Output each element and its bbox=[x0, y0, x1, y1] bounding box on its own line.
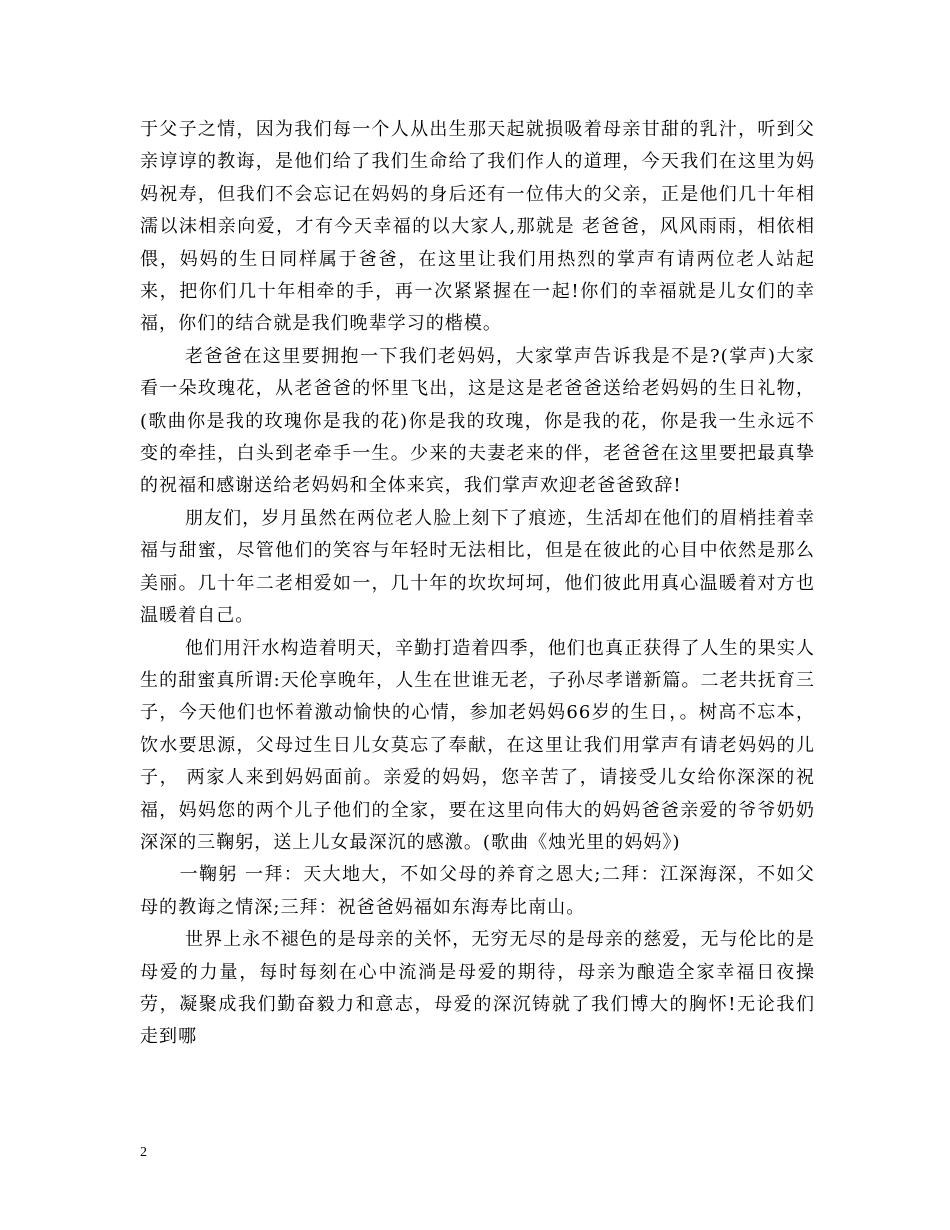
paragraph-father-tribute: 于父子之情，因为我们每一个人从出生那天起就损吸着母亲甘甜的乳汁，听到父亲谆谆的教诲，是他们给了我们生命给了我们作人的道理，今天我们在这里为妈妈祝寿，但我们不会忘记在妈妈的身后还有一位伟大的父亲，正是他们几十年相濡以沫相亲向爱，才有今天幸福的以大家人,那就是 老爸爸，风风雨雨，相依相偎，妈妈的生日同样属于爸爸，在这里让我们用热烈的掌声有请两位老人站起来，把你们几十年相牵的手，再一次紧紧握在一起!你们的幸福就是儿女们的幸福，你们的结合就是我们晚辈学习的楷模。 bbox=[140, 119, 815, 335]
page-number: 2 bbox=[140, 1145, 147, 1160]
document-body bbox=[140, 114, 815, 1054]
paragraph-friends-years: 朋友们，岁月虽然在两位老人脸上刻下了痕迹，生活却在他们的眉梢挂着幸福与甜蜜，尽管他们的笑容与年轻时无法相比，但是在彼此的心目中依然是那么美丽。几十年二老相爱如一，几十年的坎坎坷坷，他们彼此用真心温暖着对方也温暖着自己。 bbox=[140, 507, 815, 627]
paragraph-rose-gift: 老爸爸在这里要拥抱一下我们老妈妈，大家掌声告诉我是不是?(掌声)大家看一朵玫瑰花，从老爸爸的怀里飞出，这是这是老爸爸送给老妈妈的生日礼物，(歌曲你是我的玫瑰你是我的花)你是我的玫瑰，你是我的花，你是我一生永远不变的牵挂，白头到老牵手一生。少来的夫妻老来的伴，老爸爸在这里要把最真挚的祝福和感谢送给老妈妈和全体来宾，我们掌声欢迎老爸爸致辞! bbox=[140, 345, 815, 497]
paragraph-mother-love: 世界上永不褪色的是母亲的关怀，无穷无尽的是母亲的慈爱，无与伦比的是母爱的力量，每时每刻在心中流淌是母爱的期待，母亲为酿造全家幸福日夜操劳，凝聚成我们勤奋毅力和意志，母爱的深沉铸就了我们博大的胸怀!无论我们走到哪 bbox=[140, 929, 815, 1048]
paragraph-three-bows: 一鞠躬 一拜：天大地大，不如父母的养育之恩大;二拜：江深海深，不如父母的教诲之情深;三拜：祝爸爸妈福如东海寿比南山。 bbox=[140, 864, 815, 918]
paragraph-children-blessing: 他们用汗水构造着明天，辛勤打造着四季，他们也真正获得了人生的果实人生的甜蜜真所谓:天伦享晚年，人生在世谁无老，子孙尽孝谱新篇。二老共抚育三子，今天他们也怀着激动愉快的心情，参加老妈妈66岁的生日，。树高不忘本，饮水要思源，父母过生日儿女莫忘了奉献，在这里让我们用掌声有请老妈妈的儿子， 两家人来到妈妈面前。亲爱的妈妈，您辛苦了，请接受儿女给你深深的祝福，妈妈您的两个儿子他们的全家，要在这里向伟大的妈妈爸爸亲爱的爷爷奶奶深深的三鞠躬，送上儿女最深沉的感激。(歌曲《烛光里的妈妈》) bbox=[140, 637, 815, 853]
